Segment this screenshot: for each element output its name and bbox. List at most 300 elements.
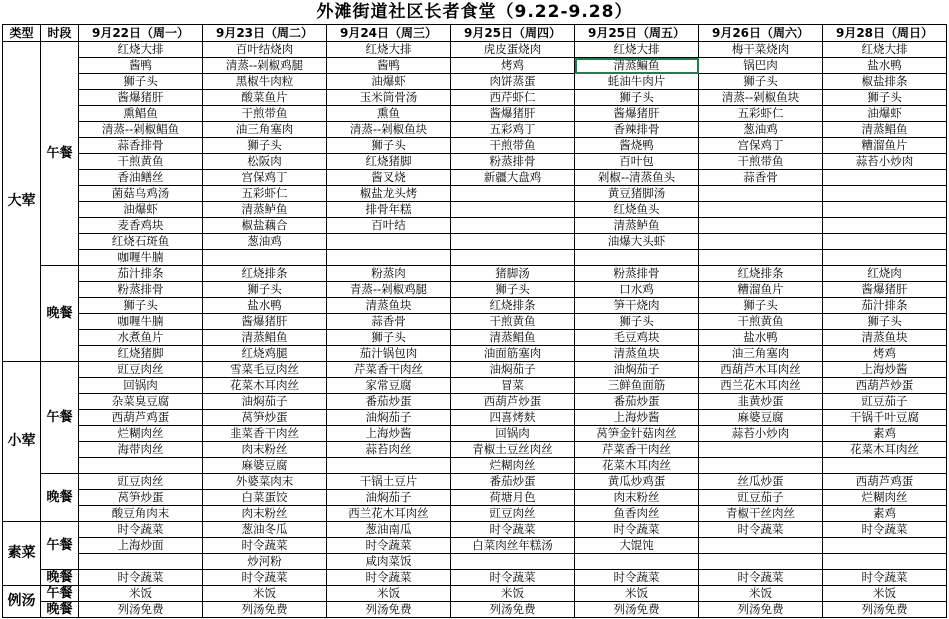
dish-cell[interactable]: 油爆虾	[327, 74, 451, 90]
dish-cell[interactable]: 回锅肉	[79, 378, 203, 394]
dish-cell[interactable]	[823, 202, 947, 218]
dish-cell[interactable]: 鱼香肉丝	[575, 506, 699, 522]
dish-cell[interactable]	[327, 234, 451, 250]
dish-cell[interactable]: 酱爆猪肝	[575, 106, 699, 122]
dish-cell[interactable]: 红烧大排	[823, 42, 947, 58]
dish-type-cell[interactable]: 大荤	[3, 42, 41, 362]
dish-cell[interactable]	[699, 186, 823, 202]
table-row	[3, 170, 947, 186]
table-row	[3, 282, 947, 298]
dish-cell[interactable]: 时令蔬菜	[203, 538, 327, 554]
dish-cell[interactable]	[451, 202, 575, 218]
dish-cell[interactable]: 油爆大头虾	[575, 234, 699, 250]
dish-cell[interactable]: 百叶包	[575, 154, 699, 170]
dish-cell[interactable]: 梅干菜烧肉	[699, 42, 823, 58]
dish-cell[interactable]: 豇豆茄子	[699, 490, 823, 506]
dish-cell[interactable]	[451, 234, 575, 250]
dish-cell[interactable]: 四喜烤麸	[451, 410, 575, 426]
dish-cell[interactable]: 清蒸--剁椒鸡腿	[203, 58, 327, 74]
dish-cell[interactable]: 盐水鸭	[203, 298, 327, 314]
dish-cell[interactable]: 列汤免费	[79, 602, 203, 618]
dish-cell[interactable]: 狮子头	[699, 298, 823, 314]
dish-cell[interactable]: 麻婆豆腐	[699, 410, 823, 426]
dish-cell[interactable]	[699, 554, 823, 570]
dish-cell[interactable]: 蒜苔小炒肉	[699, 426, 823, 442]
dish-cell[interactable]: 狮子头	[823, 90, 947, 106]
dish-cell[interactable]: 时令蔬菜	[451, 522, 575, 538]
dish-cell[interactable]	[575, 554, 699, 570]
dish-cell[interactable]: 米饭	[823, 586, 947, 602]
dish-cell[interactable]: 红烧排条	[203, 266, 327, 282]
dish-cell[interactable]: 烂糊肉丝	[79, 426, 203, 442]
dish-cell[interactable]	[823, 218, 947, 234]
table-row	[3, 346, 947, 362]
table-row	[3, 314, 947, 330]
table-row	[3, 538, 947, 554]
dish-cell[interactable]: 烂糊肉丝	[451, 458, 575, 474]
dish-cell[interactable]: 咸肉菜饭	[327, 554, 451, 570]
dish-cell[interactable]: 红烧排条	[451, 298, 575, 314]
dish-cell[interactable]: 肉末粉丝	[203, 506, 327, 522]
dish-cell[interactable]: 外婆菜肉末	[203, 474, 327, 490]
dish-cell[interactable]	[79, 554, 203, 570]
dish-cell[interactable]: 清蒸鲳鱼	[451, 330, 575, 346]
dish-cell[interactable]: 干煎带鱼	[451, 138, 575, 154]
table-row	[3, 554, 947, 570]
column-header[interactable]: 类型	[3, 25, 41, 42]
dish-cell[interactable]: 白菜蛋饺	[203, 490, 327, 506]
dish-cell[interactable]: 新疆大盘鸡	[451, 170, 575, 186]
dish-cell[interactable]: 椒盐排条	[823, 74, 947, 90]
table-row	[3, 154, 947, 170]
table-row	[3, 202, 947, 218]
dish-cell[interactable]: 粉蒸排骨	[79, 282, 203, 298]
dish-cell[interactable]: 素鸡	[823, 426, 947, 442]
dish-cell[interactable]: 列汤免费	[823, 602, 947, 618]
dish-cell[interactable]: 米饭	[79, 586, 203, 602]
dish-cell[interactable]: 清蒸鱼块	[575, 346, 699, 362]
dish-cell[interactable]: 番茄炒蛋	[327, 394, 451, 410]
dish-cell[interactable]: 花菜木耳肉丝	[203, 378, 327, 394]
dish-cell[interactable]: 蚝油牛肉片	[575, 74, 699, 90]
meal-period-cell[interactable]: 晚餐	[41, 474, 79, 522]
dish-cell[interactable]: 清蒸--剁椒鱼块	[327, 122, 451, 138]
dish-cell[interactable]: 酱爆猪肝	[451, 106, 575, 122]
dish-cell[interactable]: 米饭	[203, 586, 327, 602]
dish-cell[interactable]: 雪菜毛豆肉丝	[203, 362, 327, 378]
dish-cell[interactable]: 蒜苔小炒肉	[823, 154, 947, 170]
dish-cell[interactable]: 清蒸鲈鱼	[575, 218, 699, 234]
dish-cell[interactable]: 狮子头	[327, 330, 451, 346]
dish-cell[interactable]: 干煎黄鱼	[699, 314, 823, 330]
dish-cell[interactable]: 干锅千叶豆腐	[823, 410, 947, 426]
dish-cell[interactable]: 宫保鸡丁	[203, 170, 327, 186]
dish-cell[interactable]: 上海炒酱	[823, 362, 947, 378]
column-header[interactable]: 时段	[41, 25, 79, 42]
dish-cell[interactable]: 时令蔬菜	[575, 570, 699, 586]
dish-cell[interactable]: 茄汁锅包肉	[327, 346, 451, 362]
dish-cell[interactable]: 西葫芦炒蛋	[823, 378, 947, 394]
dish-cell[interactable]: 上海炒酱	[575, 410, 699, 426]
dish-cell[interactable]	[699, 538, 823, 554]
dish-cell[interactable]	[575, 250, 699, 266]
dish-cell[interactable]: 红烧肉	[823, 266, 947, 282]
table-row	[3, 570, 947, 586]
dish-cell[interactable]: 葱油鸡	[699, 122, 823, 138]
dish-cell[interactable]: 海带肉丝	[79, 442, 203, 458]
meal-period-cell[interactable]: 午餐	[41, 362, 79, 474]
dish-cell[interactable]: 番茄炒蛋	[575, 394, 699, 410]
meal-period-cell[interactable]: 午餐	[41, 42, 79, 266]
dish-cell[interactable]	[699, 234, 823, 250]
dish-cell[interactable]: 糟溜鱼片	[823, 138, 947, 154]
dish-cell[interactable]: 米饭	[451, 586, 575, 602]
dish-type-cell[interactable]: 素菜	[3, 522, 41, 586]
dish-cell[interactable]: 清蒸鲳鱼	[823, 122, 947, 138]
dish-cell[interactable]: 茄汁排条	[79, 266, 203, 282]
dish-cell[interactable]: 酸豆角肉末	[79, 506, 203, 522]
dish-cell[interactable]: 芹菜香干肉丝	[327, 362, 451, 378]
dish-cell[interactable]: 菌菇乌鸡汤	[79, 186, 203, 202]
dish-cell[interactable]: 上海炒酱	[327, 426, 451, 442]
table-row	[3, 218, 947, 234]
column-header[interactable]: 9月25日（周五）	[575, 25, 699, 42]
dish-cell[interactable]: 香辣排骨	[575, 122, 699, 138]
dish-cell[interactable]: 烤鸡	[823, 346, 947, 362]
dish-cell[interactable]: 油焖茄子	[575, 362, 699, 378]
table-row	[3, 378, 947, 394]
dish-cell[interactable]: 排骨年糕	[327, 202, 451, 218]
dish-cell[interactable]: 剁椒--清蒸鱼头	[575, 170, 699, 186]
selected-cell[interactable]: 清蒸鳊鱼	[575, 58, 699, 74]
dish-cell[interactable]: 时令蔬菜	[79, 570, 203, 586]
dish-cell[interactable]: 茄汁排条	[823, 298, 947, 314]
dish-cell[interactable]: 清蒸鱼块	[823, 330, 947, 346]
dish-cell[interactable]	[327, 250, 451, 266]
dish-cell[interactable]: 丝瓜炒蛋	[699, 474, 823, 490]
dish-cell[interactable]: 西葫芦木耳肉丝	[699, 362, 823, 378]
dish-cell[interactable]: 米饭	[575, 586, 699, 602]
dish-cell[interactable]	[823, 186, 947, 202]
table-row	[3, 426, 947, 442]
dish-cell[interactable]: 葱油鸡	[203, 234, 327, 250]
dish-cell[interactable]: 韭菜香干肉丝	[203, 426, 327, 442]
dish-cell[interactable]: 时令蔬菜	[327, 538, 451, 554]
table-row	[3, 42, 947, 58]
dish-cell[interactable]: 酱鸭	[79, 58, 203, 74]
column-header[interactable]: 9月26日（周六）	[699, 25, 823, 42]
dish-cell[interactable]: 时令蔬菜	[575, 522, 699, 538]
dish-cell[interactable]: 莴笋炒蛋	[203, 410, 327, 426]
dish-cell[interactable]	[79, 458, 203, 474]
dish-cell[interactable]: 狮子头	[823, 314, 947, 330]
dish-cell[interactable]	[823, 538, 947, 554]
dish-cell[interactable]: 五彩鸡丁	[451, 122, 575, 138]
dish-cell[interactable]: 酱鸭	[327, 58, 451, 74]
dish-cell[interactable]: 锅巴肉	[699, 58, 823, 74]
dish-cell[interactable]	[699, 250, 823, 266]
dish-cell[interactable]: 狮子头	[203, 282, 327, 298]
dish-cell[interactable]: 玉米筒骨汤	[327, 90, 451, 106]
dish-cell[interactable]	[699, 458, 823, 474]
dish-cell[interactable]: 笋干烧肉	[575, 298, 699, 314]
dish-cell[interactable]: 家常豆腐	[327, 378, 451, 394]
column-header[interactable]: 9月22日（周一）	[79, 25, 203, 42]
dish-cell[interactable]: 素鸡	[823, 506, 947, 522]
dish-cell[interactable]: 冒菜	[451, 378, 575, 394]
dish-cell[interactable]: 青椒土豆丝肉丝	[451, 442, 575, 458]
dish-cell[interactable]: 黑椒牛肉粒	[203, 74, 327, 90]
dish-cell[interactable]: 黄瓜炒鸡蛋	[575, 474, 699, 490]
dish-cell[interactable]: 葱油南瓜	[327, 522, 451, 538]
dish-cell[interactable]: 百叶结烧肉	[203, 42, 327, 58]
dish-cell[interactable]: 油焖茄子	[203, 394, 327, 410]
dish-cell[interactable]: 列汤免费	[203, 602, 327, 618]
dish-cell[interactable]: 列汤免费	[327, 602, 451, 618]
dish-cell[interactable]: 熏鲳鱼	[79, 106, 203, 122]
dish-cell[interactable]	[451, 218, 575, 234]
meal-period-cell[interactable]: 午餐	[41, 522, 79, 570]
dish-cell[interactable]: 莴笋炒蛋	[79, 490, 203, 506]
dish-cell[interactable]: 松阪肉	[203, 154, 327, 170]
dish-cell[interactable]	[823, 554, 947, 570]
dish-cell[interactable]: 毛豆鸡块	[575, 330, 699, 346]
table-row	[3, 490, 947, 506]
dish-cell[interactable]: 时令蔬菜	[699, 522, 823, 538]
sheet-title: 外滩街道社区长者食堂（9.22-9.28）	[316, 2, 633, 22]
dish-cell[interactable]: 酱烧鸭	[575, 138, 699, 154]
dish-cell[interactable]	[699, 218, 823, 234]
dish-cell[interactable]	[823, 234, 947, 250]
dish-cell[interactable]: 油焖茄子	[451, 362, 575, 378]
dish-type-cell[interactable]: 小荤	[3, 362, 41, 522]
dish-cell[interactable]: 红烧大排	[327, 42, 451, 58]
dish-cell[interactable]: 清蒸鲳鱼	[203, 330, 327, 346]
table-row	[3, 250, 947, 266]
dish-cell[interactable]: 花菜木耳肉丝	[575, 458, 699, 474]
dish-cell[interactable]: 列汤免费	[451, 602, 575, 618]
table-row	[3, 330, 947, 346]
dish-cell[interactable]: 黄豆猪脚汤	[575, 186, 699, 202]
dish-cell[interactable]: 口水鸡	[575, 282, 699, 298]
dish-cell[interactable]: 狮子头	[451, 282, 575, 298]
dish-cell[interactable]: 油焖茄子	[327, 490, 451, 506]
dish-cell[interactable]: 莴笋金针菇肉丝	[575, 426, 699, 442]
dish-cell[interactable]: 时令蔬菜	[79, 522, 203, 538]
dish-cell[interactable]: 回锅肉	[451, 426, 575, 442]
dish-cell[interactable]: 肉末粉丝	[203, 442, 327, 458]
dish-cell[interactable]: 酱叉烧	[327, 170, 451, 186]
table-row	[3, 602, 947, 618]
dish-cell[interactable]: 粉蒸排骨	[451, 154, 575, 170]
meal-period-cell[interactable]: 晚餐	[41, 602, 79, 618]
dish-cell[interactable]: 红烧排条	[699, 266, 823, 282]
dish-cell[interactable]: 蒜香骨	[327, 314, 451, 330]
column-header[interactable]: 9月23日（周二）	[203, 25, 327, 42]
table-row	[3, 506, 947, 522]
dish-cell[interactable]: 列汤免费	[575, 602, 699, 618]
dish-cell[interactable]: 西芹虾仁	[451, 90, 575, 106]
dish-cell[interactable]: 花菜木耳肉丝	[823, 442, 947, 458]
dish-cell[interactable]: 酱爆猪肝	[203, 314, 327, 330]
dish-cell[interactable]	[203, 250, 327, 266]
dish-cell[interactable]: 时令蔬菜	[823, 570, 947, 586]
dish-cell[interactable]: 米饭	[327, 586, 451, 602]
dish-cell[interactable]: 豇豆茄子	[823, 394, 947, 410]
dish-cell[interactable]: 狮子头	[203, 138, 327, 154]
dish-cell[interactable]: 五彩虾仁	[699, 106, 823, 122]
dish-cell[interactable]: 清蒸--剁椒鲳鱼	[79, 122, 203, 138]
dish-cell[interactable]: 肉饼蒸蛋	[451, 74, 575, 90]
dish-cell[interactable]: 豇豆肉丝	[451, 506, 575, 522]
dish-cell[interactable]: 水煮鱼片	[79, 330, 203, 346]
dish-cell[interactable]: 时令蔬菜	[699, 570, 823, 586]
dish-cell[interactable]: 麦香鸡块	[79, 218, 203, 234]
dish-cell[interactable]: 麻婆豆腐	[203, 458, 327, 474]
dish-cell[interactable]: 蒜香排骨	[79, 138, 203, 154]
dish-cell[interactable]	[699, 202, 823, 218]
dish-cell[interactable]: 时令蔬菜	[203, 570, 327, 586]
dish-cell[interactable]: 狮子头	[575, 90, 699, 106]
dish-cell[interactable]: 盐水鸭	[823, 58, 947, 74]
dish-cell[interactable]: 油三角塞肉	[203, 122, 327, 138]
dish-cell[interactable]: 干煎带鱼	[203, 106, 327, 122]
dish-cell[interactable]: 猪脚汤	[451, 266, 575, 282]
dish-cell[interactable]: 西兰花木耳肉丝	[699, 378, 823, 394]
dish-cell[interactable]: 烂糊肉丝	[823, 490, 947, 506]
dish-cell[interactable]: 炒河粉	[203, 554, 327, 570]
dish-cell[interactable]: 豇豆肉丝	[79, 474, 203, 490]
dish-cell[interactable]: 红烧鱼头	[575, 202, 699, 218]
dish-cell[interactable]	[823, 458, 947, 474]
dish-cell[interactable]: 烤鸡	[451, 58, 575, 74]
dish-cell[interactable]: 咖喱牛腩	[79, 250, 203, 266]
dish-cell[interactable]: 红烧鸡腿	[203, 346, 327, 362]
dish-cell[interactable]	[823, 170, 947, 186]
dish-cell[interactable]: 时令蔬菜	[451, 570, 575, 586]
dish-cell[interactable]: 清蒸鱼块	[327, 298, 451, 314]
dish-cell[interactable]: 红烧石斑鱼	[79, 234, 203, 250]
dish-cell[interactable]: 虎皮蛋烧肉	[451, 42, 575, 58]
dish-cell[interactable]: 香油鳝丝	[79, 170, 203, 186]
dish-cell[interactable]	[451, 554, 575, 570]
dish-cell[interactable]: 豇豆肉丝	[79, 362, 203, 378]
dish-cell[interactable]: 番茄炒蛋	[451, 474, 575, 490]
dish-cell[interactable]: 油爆虾	[79, 202, 203, 218]
table-row	[3, 458, 947, 474]
dish-cell[interactable]: 狮子头	[575, 314, 699, 330]
column-header[interactable]: 9月24日（周三）	[327, 25, 451, 42]
dish-cell[interactable]: 盐水鸭	[699, 330, 823, 346]
dish-cell[interactable]: 杂菜臭豆腐	[79, 394, 203, 410]
dish-cell[interactable]: 狮子头	[699, 74, 823, 90]
dish-cell[interactable]: 米饭	[699, 586, 823, 602]
dish-cell[interactable]: 肉末粉丝	[575, 490, 699, 506]
dish-cell[interactable]: 青椒干丝肉丝	[699, 506, 823, 522]
dish-cell[interactable]: 三鲜鱼面筋	[575, 378, 699, 394]
dish-cell[interactable]: 油面筋塞肉	[451, 346, 575, 362]
dish-cell[interactable]: 狮子头	[79, 74, 203, 90]
dish-cell[interactable]: 芹菜香干肉丝	[575, 442, 699, 458]
dish-cell[interactable]: 宫保鸡丁	[699, 138, 823, 154]
table-row	[3, 298, 947, 314]
dish-cell[interactable]: 蒜香骨	[699, 170, 823, 186]
table-row	[3, 74, 947, 90]
dish-cell[interactable]: 干锅土豆片	[327, 474, 451, 490]
column-header[interactable]: 9月28日（周日）	[823, 25, 947, 42]
dish-cell[interactable]: 粉蒸排骨	[575, 266, 699, 282]
dish-cell[interactable]: 清蒸鲈鱼	[203, 202, 327, 218]
dish-cell[interactable]: 红烧猪脚	[79, 346, 203, 362]
dish-cell[interactable]: 荷塘月色	[451, 490, 575, 506]
dish-cell[interactable]: 油焖茄子	[327, 410, 451, 426]
dish-cell[interactable]: 糟溜鱼片	[699, 282, 823, 298]
dish-cell[interactable]: 粉蒸肉	[327, 266, 451, 282]
dish-cell[interactable]: 青蒸--剁椒鸡腿	[327, 282, 451, 298]
dish-cell[interactable]: 熏鱼	[327, 106, 451, 122]
dish-cell[interactable]: 列汤免费	[699, 602, 823, 618]
dish-cell[interactable]	[823, 250, 947, 266]
dish-cell[interactable]: 椒盐龙头烤	[327, 186, 451, 202]
dish-cell[interactable]: 西兰花木耳肉丝	[327, 506, 451, 522]
dish-cell[interactable]	[327, 458, 451, 474]
dish-cell[interactable]: 油爆虾	[823, 106, 947, 122]
meal-period-cell[interactable]: 午餐	[41, 586, 79, 602]
dish-cell[interactable]: 时令蔬菜	[823, 522, 947, 538]
table-row	[3, 122, 947, 138]
meal-period-cell[interactable]: 晚餐	[41, 266, 79, 362]
dish-cell[interactable]: 大馄饨	[575, 538, 699, 554]
dish-cell[interactable]: 五彩虾仁	[203, 186, 327, 202]
dish-cell[interactable]: 西葫芦炒蛋	[451, 394, 575, 410]
table-row	[3, 186, 947, 202]
dish-cell[interactable]: 红烧大排	[79, 42, 203, 58]
dish-cell[interactable]: 干煎带鱼	[699, 154, 823, 170]
dish-cell[interactable]: 狮子头	[327, 138, 451, 154]
dish-cell[interactable]: 干煎黄鱼	[79, 154, 203, 170]
dish-cell[interactable]: 红烧猪脚	[327, 154, 451, 170]
dish-cell[interactable]: 时令蔬菜	[327, 570, 451, 586]
dish-cell[interactable]	[451, 250, 575, 266]
dish-cell[interactable]: 清蒸--剁椒鱼块	[699, 90, 823, 106]
dish-cell[interactable]: 酱爆猪肝	[79, 90, 203, 106]
dish-cell[interactable]: 酸菜鱼片	[203, 90, 327, 106]
dish-type-cell[interactable]: 例汤	[3, 586, 41, 618]
dish-cell[interactable]: 白菜肉丝年糕汤	[451, 538, 575, 554]
dish-cell[interactable]: 酱爆猪肝	[823, 282, 947, 298]
meal-period-cell[interactable]: 晚餐	[41, 570, 79, 586]
dish-cell[interactable]: 咖喱牛腩	[79, 314, 203, 330]
column-header[interactable]: 9月25日（周四）	[451, 25, 575, 42]
dish-cell[interactable]: 蒜苔肉丝	[327, 442, 451, 458]
dish-cell[interactable]: 葱油冬瓜	[203, 522, 327, 538]
table-row	[3, 442, 947, 458]
dish-cell[interactable]: 狮子头	[79, 298, 203, 314]
table-row	[3, 90, 947, 106]
dish-cell[interactable]: 红烧大排	[575, 42, 699, 58]
dish-cell[interactable]: 西葫芦鸡蛋	[823, 474, 947, 490]
dish-cell[interactable]: 干煎黄鱼	[451, 314, 575, 330]
dish-cell[interactable]: 椒盐藕合	[203, 218, 327, 234]
dish-cell[interactable]: 上海炒面	[79, 538, 203, 554]
dish-cell[interactable]	[699, 442, 823, 458]
table-row	[3, 58, 947, 74]
dish-cell[interactable]	[451, 186, 575, 202]
dish-cell[interactable]: 韭黄炒蛋	[699, 394, 823, 410]
dish-cell[interactable]: 油三角塞肉	[699, 346, 823, 362]
dish-cell[interactable]: 西葫芦鸡蛋	[79, 410, 203, 426]
dish-cell[interactable]: 百叶结	[327, 218, 451, 234]
